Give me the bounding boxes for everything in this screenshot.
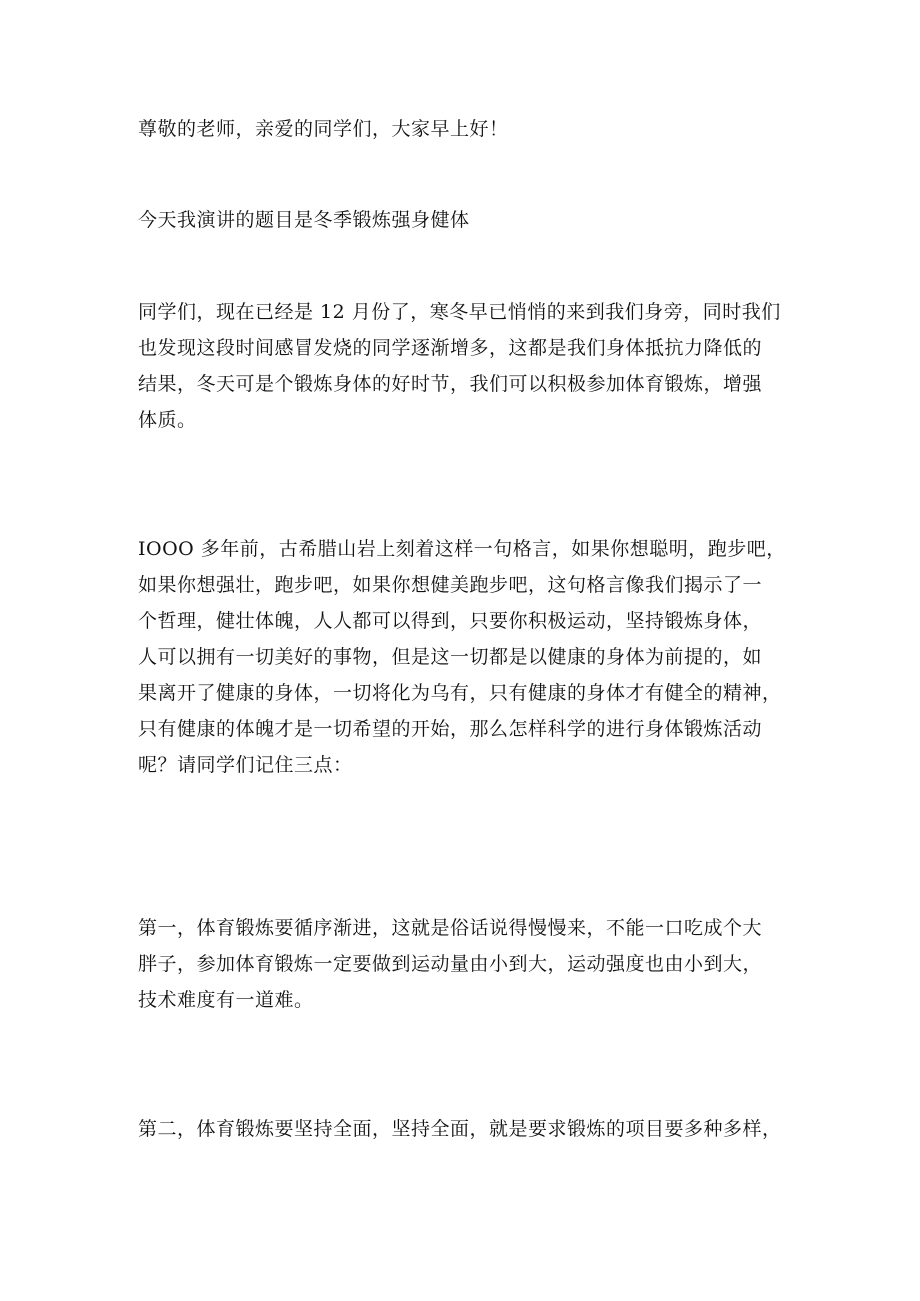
text-line: 今天我演讲的题目是冬季锻炼强身健体: [138, 209, 470, 231]
text-line: 人可以拥有一切美好的事物，但是这一切都是以健康的身体为前提的，如: [138, 646, 763, 668]
text-line: 同学们，现在已经是 12 月份了，寒冬早已悄悄的来到我们身旁，同时我们: [138, 301, 781, 323]
point-one-paragraph: [138, 910, 808, 1018]
intro-paragraph: [138, 294, 808, 438]
text-line: 第二，体育锻炼要坚持全面，坚持全面，就是要求锻炼的项目要多种多样，: [138, 1118, 782, 1140]
text-line: 技术难度有一道难。: [138, 989, 314, 1011]
text-line: 也发现这段时间感冒发烧的同学逐渐增多，这都是我们身体抵抗力降低的: [138, 337, 763, 359]
text-line: 个哲理，健壮体魄，人人都可以得到，只要你积极运动，坚持锻炼身体，: [138, 610, 763, 632]
text-line: 如果你想强壮，跑步吧，如果你想健美跑步吧，这句格言像我们揭示了一: [138, 574, 763, 596]
text-line: 果离开了健康的身体，一切将化为乌有，只有健康的身体才有健全的精神，: [138, 682, 782, 704]
text-line: 第一，体育锻炼要循序渐进，这就是俗话说得慢慢来，不能一口吃成个大: [138, 917, 763, 939]
point-two-paragraph: [138, 1111, 808, 1147]
greeting-paragraph: [138, 111, 808, 147]
text-line: 只有健康的体魄才是一切希望的开始，那么怎样科学的进行身体锻炼活动: [138, 718, 763, 740]
text-line: 胖子，参加体育锻炼一定要做到运动量由小到大，运动强度也由小到大，: [138, 953, 763, 975]
text-line: 体质。: [138, 409, 197, 431]
text-line: 呢？请同学们记住三点：: [138, 754, 353, 776]
quote-paragraph: [138, 531, 808, 783]
text-line: 结果，冬天可是个锻炼身体的好时节，我们可以积极参加体育锻炼，增强: [138, 373, 763, 395]
text-line: 尊敬的老师，亲爱的同学们，大家早上好！: [138, 118, 509, 140]
text-line: IOOO 多年前，古希腊山岩上刻着这样一句格言，如果你想聪明，跑步吧，: [138, 538, 786, 560]
topic-paragraph: [138, 202, 808, 238]
